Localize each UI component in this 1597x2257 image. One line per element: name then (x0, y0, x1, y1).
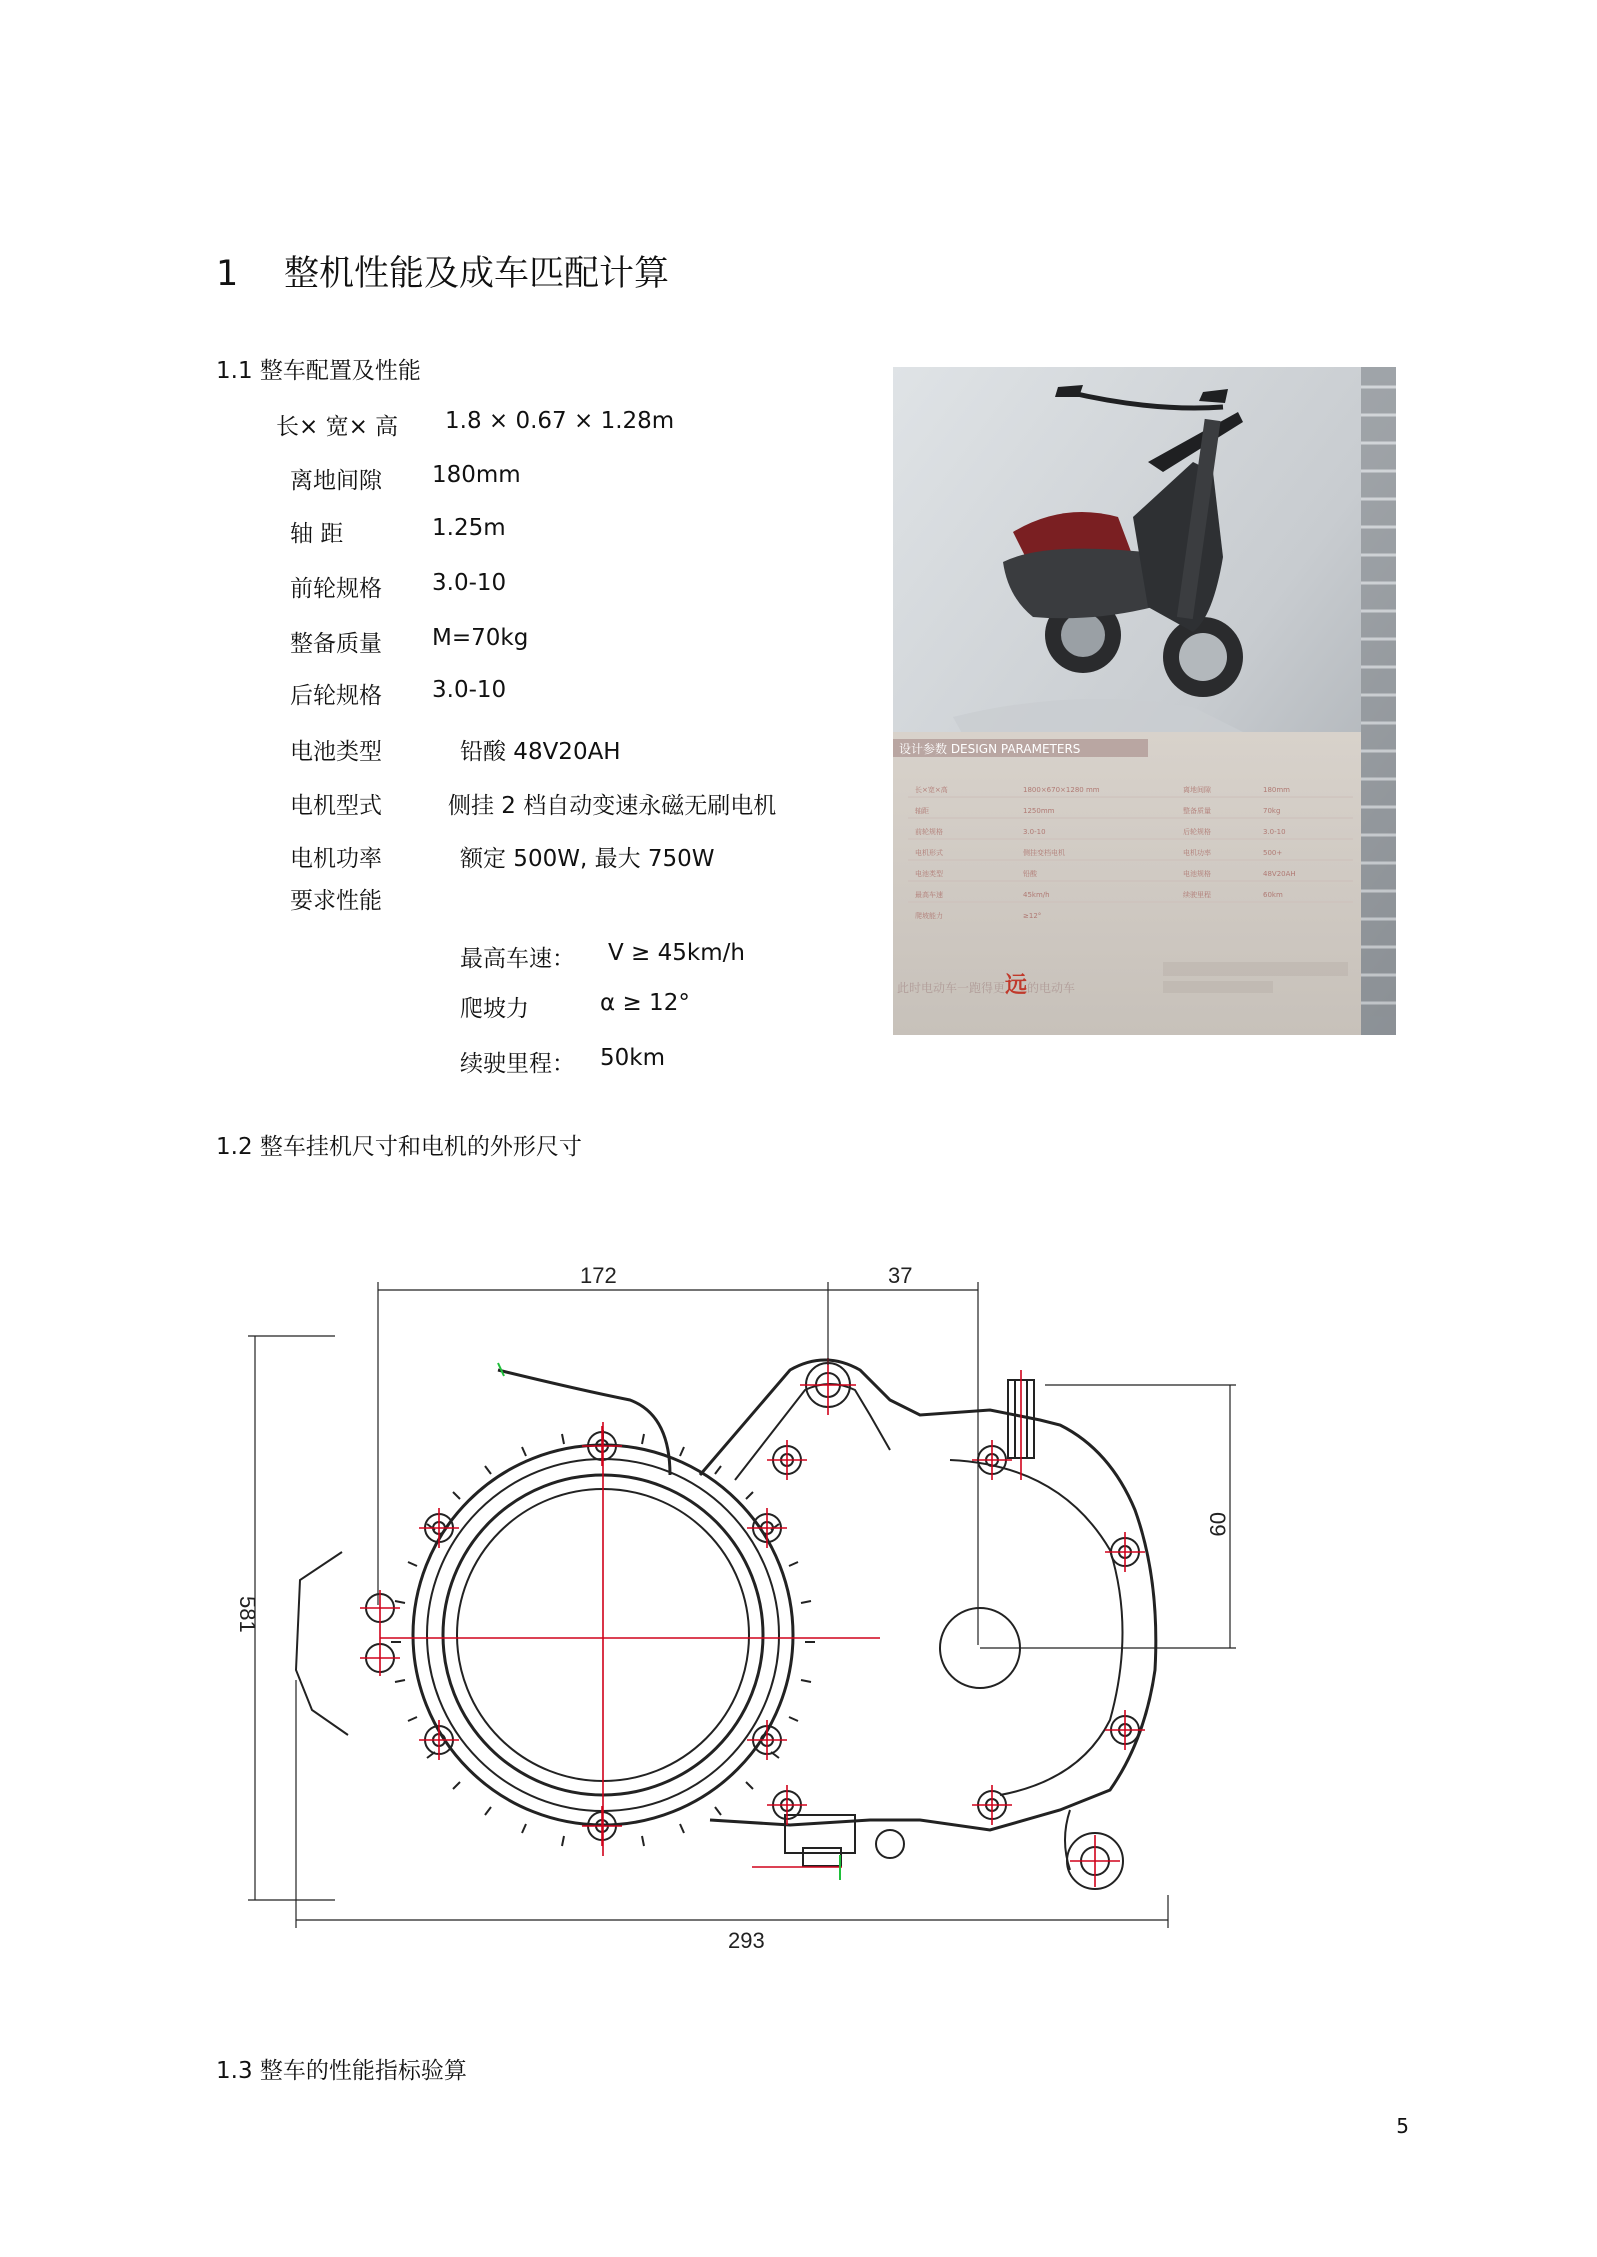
svg-text:48V20AH: 48V20AH (1263, 870, 1296, 878)
svg-text:≥12°: ≥12° (1023, 912, 1042, 920)
spec-value-battery: 铅酸 48V20AH (460, 739, 621, 765)
dim-label-172: 172 (580, 1263, 617, 1288)
spec-label-motor-power: 电机功率 (290, 846, 382, 872)
svg-text:离地间隙: 离地间隙 (1183, 786, 1211, 794)
spec-value-wheelbase: 1.25m (432, 515, 506, 541)
spec-value-ground-clearance: 180mm (432, 462, 521, 488)
svg-text:轴距: 轴距 (915, 807, 929, 815)
spec-value-motor-power: 额定 500W, 最大 750W (460, 846, 715, 872)
svg-text:1800×670×1280 mm: 1800×670×1280 mm (1023, 786, 1100, 794)
motor-outline-drawing (230, 1250, 1270, 1970)
svg-text:铅酸: 铅酸 (1023, 870, 1037, 878)
photo-slogan: 此时电动车一跑得更远的电动车 (897, 973, 1076, 998)
svg-text:后轮规格: 后轮规格 (1183, 828, 1211, 836)
svg-text:侧挂变档电机: 侧挂变档电机 (1023, 849, 1065, 857)
dim-label-37: 37 (888, 1263, 913, 1288)
dim-label-right: 09 (1205, 1512, 1230, 1537)
section-title (216, 246, 669, 296)
required-performance-label: 要求性能 (290, 888, 382, 914)
spec-label-rear-tire: 后轮规格 (290, 683, 382, 709)
spec-label-ground-clearance: 离地间隙 (290, 468, 382, 494)
spec-label-curb-mass: 整备质量 (290, 631, 382, 657)
spec-label-wheelbase: 轴 距 (290, 521, 344, 547)
svg-text:电机功率: 电机功率 (1183, 849, 1211, 857)
section-number: 1 (216, 254, 239, 294)
svg-text:45km/h: 45km/h (1023, 891, 1050, 899)
spec-value-front-tire: 3.0-10 (432, 570, 507, 596)
spec-value-motor-type: 侧挂 2 档自动变速永磁无刷电机 (448, 793, 777, 819)
spec-value-rear-tire: 3.0-10 (432, 677, 507, 703)
spec-label-battery: 电池类型 (290, 739, 382, 765)
section-title-text: 整机性能及成车匹配计算 (284, 254, 670, 294)
subsection-heading-1-3: 1.3 整车的性能指标验算 (216, 2058, 467, 2084)
spec-value-range: 50km (600, 1045, 665, 1071)
spec-value-top-speed: V ≥ 45km/h (608, 940, 745, 966)
svg-text:电机形式: 电机形式 (915, 849, 943, 857)
svg-text:180mm: 180mm (1263, 786, 1290, 794)
svg-text:1250mm: 1250mm (1023, 807, 1055, 815)
svg-text:电池类型: 电池类型 (915, 870, 943, 878)
svg-text:3.0-10: 3.0-10 (1023, 828, 1046, 836)
page-number: 5 (1396, 2114, 1409, 2138)
svg-text:电池规格: 电池规格 (1183, 870, 1211, 878)
svg-text:整备质量: 整备质量 (1183, 807, 1211, 815)
svg-text:长×宽×高: 长×宽×高 (915, 786, 948, 794)
spec-value-dimensions: 1.8 × 0.67 × 1.28m (445, 408, 675, 434)
photo-banner: 设计参数 DESIGN PARAMETERS (899, 742, 1081, 756)
subsection-heading-1-1: 1.1 整车配置及性能 (216, 358, 421, 384)
subsection-heading-1-2: 1.2 整车挂机尺寸和电机的外形尺寸 (216, 1134, 582, 1160)
svg-text:前轮规格: 前轮规格 (915, 828, 943, 836)
spec-value-climb: α ≥ 12° (600, 990, 690, 1016)
svg-text:爬坡能力: 爬坡能力 (915, 912, 943, 920)
spec-value-curb-mass: M=70kg (432, 625, 529, 651)
svg-text:500+: 500+ (1263, 849, 1283, 857)
spec-label: 长× 宽× 高 (276, 414, 399, 440)
svg-text:70kg: 70kg (1263, 807, 1281, 815)
spec-label-top-speed: 最高车速： (460, 946, 575, 972)
dim-label-left: 581 (235, 1596, 260, 1633)
svg-text:续驶里程: 续驶里程 (1183, 891, 1211, 899)
svg-text:3.0-10: 3.0-10 (1263, 828, 1286, 836)
spec-label-climb: 爬坡力 (460, 996, 529, 1022)
scooter-photo (893, 367, 1396, 1035)
spec-label-front-tire: 前轮规格 (290, 576, 382, 602)
svg-text:60km: 60km (1263, 891, 1283, 899)
dim-label-293: 293 (728, 1928, 765, 1953)
svg-text:最高车速: 最高车速 (915, 891, 943, 899)
spec-label-range: 续驶里程： (460, 1051, 575, 1077)
spec-label-motor-type: 电机型式 (290, 793, 382, 819)
